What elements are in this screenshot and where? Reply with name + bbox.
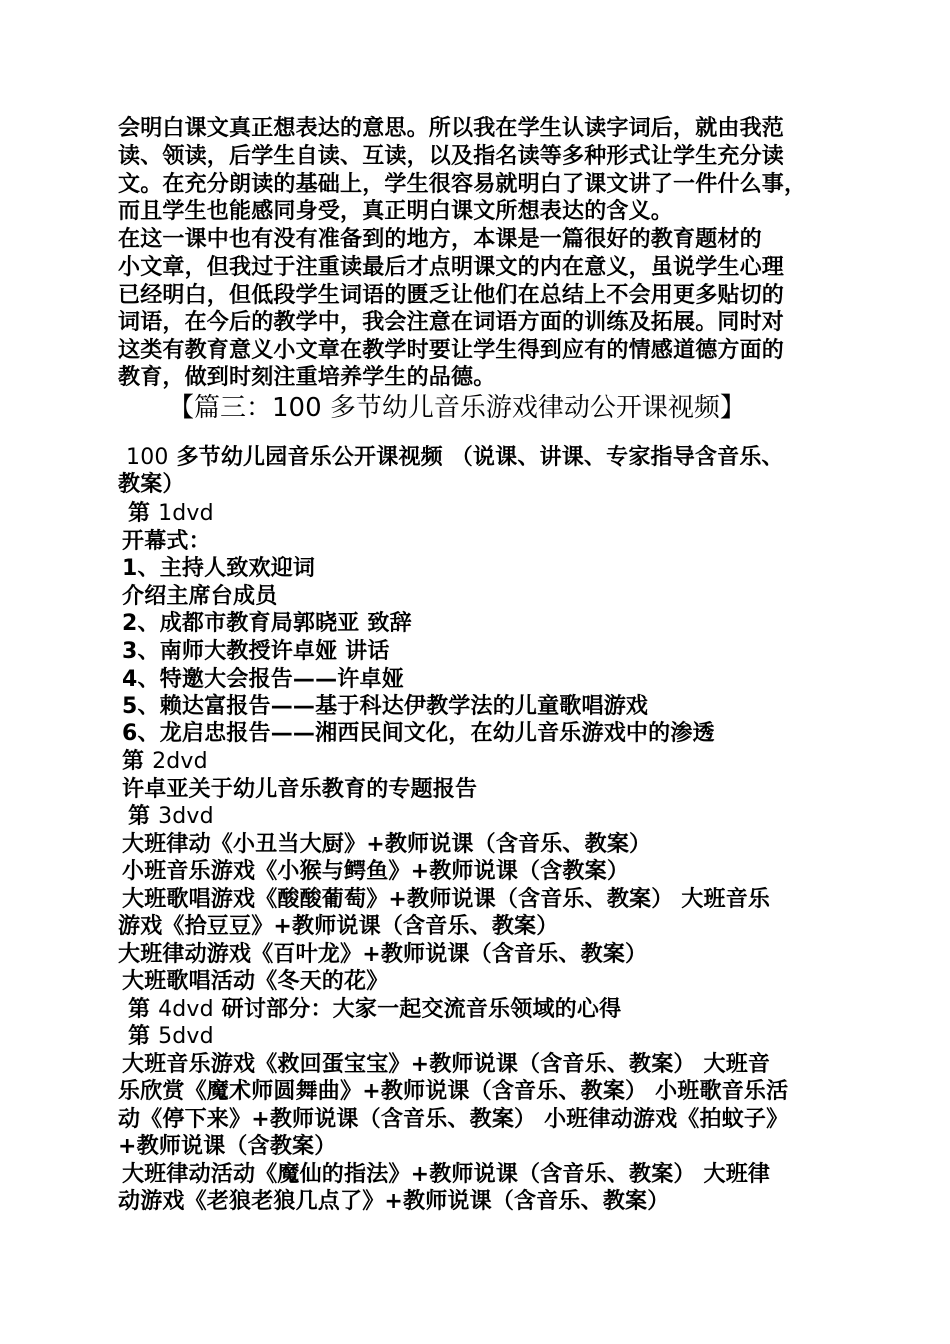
dvd-4-text: 研讨部分：大家一起交流音乐领域的心得 [213,997,622,1022]
dvd-1-item: 1、主持人致欢迎词 [122,556,316,581]
dvd-label-prefix: 第 [128,1024,159,1049]
dvd-5-item: 大班律动活动《魔仙的指法》+教师说课（含音乐、教案） 大班律 [122,1162,771,1187]
dvd-1-item: 6、龙启忠报告——湘西民间文化，在幼儿音乐游戏中的渗透 [122,721,715,746]
paragraph-1-line: 文。在充分朗读的基础上，学生很容易就明白了课文讲了一件什么事， [118,172,807,197]
intro-line-1 [126,447,784,469]
dvd-label-number: 4dvd [158,997,214,1022]
dvd-3-label [128,806,214,828]
dvd-3-item: 大班歌唱活动《冬天的花》 [122,969,389,994]
paragraph-2-line: 这类有教育意义小文章在教学时要让学生得到应有的情感道德方面的 [118,338,785,363]
paragraph-1-line: 读、领读，后学生自读、互读，以及指名读等多种形式让学生充分读 [118,144,785,169]
paragraph-2-line: 词语，在今后的教学中，我会注意在词语方面的训练及拓展。同时对 [118,310,785,335]
dvd-label-number: 5dvd [158,1024,214,1049]
dvd-1-item: 4、特邀大会报告——许卓娅 [122,667,404,692]
paragraph-2-line: 教育，做到时刻注重培养学生的品德。 [118,365,496,390]
dvd-2-label [122,751,208,773]
dvd-3-item: 大班律动《小丑当大厨》+教师说课（含音乐、教案） [122,832,652,857]
intro-number: 100 [126,445,169,470]
dvd-1-item: 3、南师大教授许卓娅 讲话 [122,639,390,664]
dvd-1-item: 2、成都市教育局郭晓亚 致辞 [122,611,412,636]
paragraph-1-line: 会明白课文真正想表达的意思。所以我在学生认读字词后，就由我范 [118,116,785,141]
dvd-label-number: 3dvd [158,804,214,829]
section-heading: 【篇三：100 多节幼儿音乐游戏律动公开课视频】 [168,393,746,423]
paragraph-1-line: 而且学生也能感同身受，真正明白课文所想表达的含义。 [118,199,674,224]
dvd-5-item: +教师说课（含教案） [118,1134,337,1159]
dvd-label-prefix: 第 [128,997,159,1022]
dvd-3-item: 大班律动游戏《百叶龙》+教师说课（含音乐、教案） [118,942,648,967]
paragraph-2-line: 在这一课中也有没有准备到的地方，本课是一篇很好的教育题材的 [118,227,762,252]
dvd-label-prefix: 第 [128,501,159,526]
dvd-5-item: 动游戏《老狼老狼几点了》+教师说课（含音乐、教案） [118,1189,670,1214]
dvd-label-number: 2dvd [152,749,208,774]
dvd-label-number: 1dvd [158,501,214,526]
dvd-label-prefix: 第 [122,749,153,774]
dvd-5-item: 大班音乐游戏《救回蛋宝宝》+教师说课（含音乐、教案） 大班音 [122,1052,771,1077]
dvd-1-item: 介绍主席台成员 [122,584,278,609]
dvd-2-item: 许卓亚关于幼儿音乐教育的专题报告 [122,777,478,802]
dvd-3-item: 大班歌唱游戏《酸酸葡萄》+教师说课（含音乐、教案） 大班音乐 [122,887,771,912]
dvd-label-prefix: 第 [128,804,159,829]
dvd-5-label [128,1026,214,1048]
opening-ceremony-label: 开幕式： [122,529,211,554]
intro-line-2: 教案） [118,472,185,497]
dvd-5-item: 乐欣赏《魔术师圆舞曲》+教师说课（含音乐、教案） 小班歌音乐活 [118,1079,789,1104]
dvd-5-item: 动《停下来》+教师说课（含音乐、教案） 小班律动游戏《拍蚊子》 [118,1107,789,1132]
dvd-4-line [128,999,621,1021]
dvd-3-item: 游戏《拾豆豆》+教师说课（含音乐、教案） [118,914,559,939]
paragraph-2-line: 小文章，但我过于注重读最后才点明课文的内在意义，虽说学生心理 [118,255,785,280]
dvd-1-label [128,503,214,525]
paragraph-2-line: 已经明白，但低段学生词语的匮乏让他们在总结上不会用更多贴切的 [118,283,785,308]
dvd-3-item: 小班音乐游戏《小猴与鳄鱼》+教师说课（含教案） [122,859,630,884]
intro-text: 多节幼儿园音乐公开课视频 （说课、讲课、专家指导含音乐、 [168,445,784,470]
dvd-1-item: 5、赖达富报告——基于科达伊教学法的儿童歌唱游戏 [122,694,649,719]
